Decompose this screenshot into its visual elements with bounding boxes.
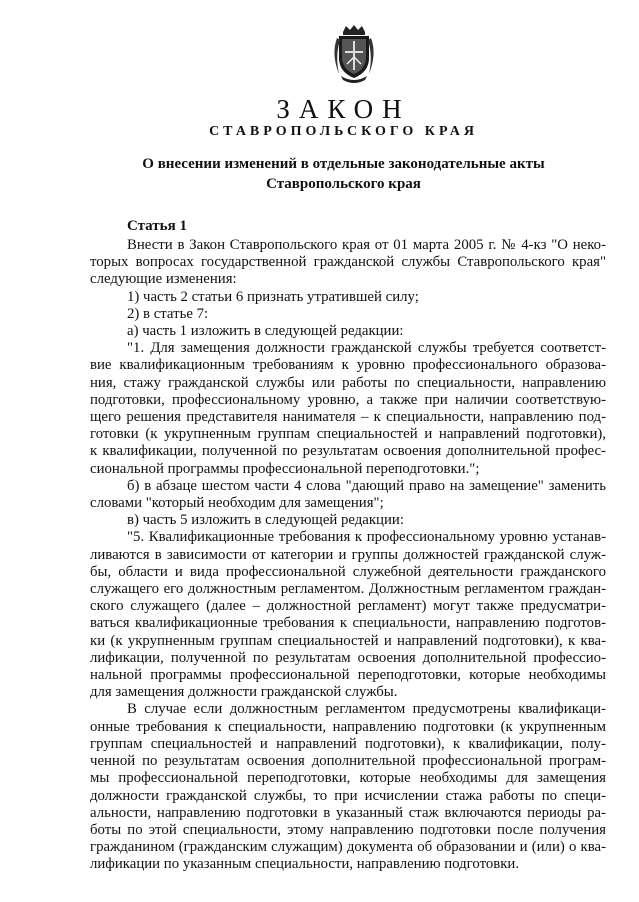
text-line: ченной по результатам освоения дополнительной профессиональной програм- [90,753,606,770]
text-line: а) часть 1 изложить в следующей редакции: [127,323,404,340]
document-heading [0,154,639,194]
text-line: гражданином (гражданским служащим) документа об образовании и (или) о ква- [90,839,606,856]
text-line: лификации, полученной по результатам освоения дополнительной профессио- [90,649,606,666]
text-line: сиональной программы профессиональной переподготовки."; [90,460,480,477]
text-line: 1) часть 2 статьи 6 признать утратившей силу; [127,288,419,305]
text-line: альности, направлению подготовки в указанный стаж включаются периоды ра- [90,804,606,821]
text-line: Внести в Закон Ставропольского края от 01 марта 2005 г. № 4-кз "О неко- [127,237,606,253]
text-line: торых вопросах государственной гражданской службы Ставропольского края" [90,254,606,271]
coat-of-arms-icon [329,24,379,84]
text-line: служащего его должностным регламентом. Должностным регламентом граждан- [90,581,606,598]
text-line: боты по этой специальности, этому направлению подготовки после получения [90,821,606,838]
text-line: должности гражданской службы, то при исчислении стажа работы по специ- [90,787,606,804]
text-line: б) в абзаце шестом части 4 слова "дающий право на замещение" заменить [127,477,606,494]
heading-line: О внесении изменений в отдельные законодательные акты [142,156,545,172]
text-line: ского служащего (далее – должностной регламент) могут также предусматри- [90,598,606,615]
document-subtitle: СТАВРОПОЛЬСКОГО КРАЯ [209,124,478,139]
text-line: ливаются в зависимости от категории и группы должностей гражданской служ- [90,546,606,563]
text-line: ния, стажу гражданской службы или работы по специальности, направлению [90,374,606,391]
text-line: следующие изменения: [90,271,237,288]
text-line: мы профессиональной переподготовки, которые необходимы для замещения [90,770,606,787]
text-line: ваться квалификационные требования к специальности, направлению подготов- [90,615,606,632]
text-line: 2) в статье 7: [127,305,209,322]
text-line: для замещения должности гражданской службы. [90,684,398,701]
text-line: бы, области и вида профессиональной служебной деятельности гражданского [90,563,606,580]
text-line: щего решения представителя нанимателя – к специальности, направлению под- [90,409,606,426]
text-line: "5. Квалификационные требования к профессиональному уровню устанав- [127,529,606,546]
text-line: к квалификации, полученной по результатам освоения дополнительной профес- [90,443,606,460]
text-line: "1. Для замещения должности гражданской службы требуется соответст- [127,340,606,357]
text-line: подготовки, профессиональному уровню, а также при наличии соответствую- [90,391,606,408]
text-line: группам специальностей и направлений подготовки), к квалификации, полу- [90,735,606,752]
article-body [90,237,606,874]
text-line: вие квалификационным требованиям к уровню профессионального образова- [90,357,606,374]
article-title: Статья 1 [127,218,187,234]
text-line: В случае если должностным регламентом предусмотрены квалификаци- [127,701,606,718]
document-title: ЗАКОН [276,94,411,124]
text-line: лификации по указанным специальности, направлению подготовки. [90,856,520,873]
heading-line: Ставропольского края [266,176,421,192]
text-line: словами "который необходим для замещения"; [90,495,384,512]
text-line: нальной программы профессиональной переподготовки, которые необходимы [90,667,606,684]
text-line: в) часть 5 изложить в следующей редакции: [127,512,404,529]
text-line: ки (к укрупненным группам специальностей и направлений подготовки), к ква- [90,632,606,649]
text-line: онные требования к специальности, направлению подготовки (к укрупненным [90,718,606,735]
text-line: готовки (к укрупненным группам специальностей и направлений подготовки), [90,426,606,443]
